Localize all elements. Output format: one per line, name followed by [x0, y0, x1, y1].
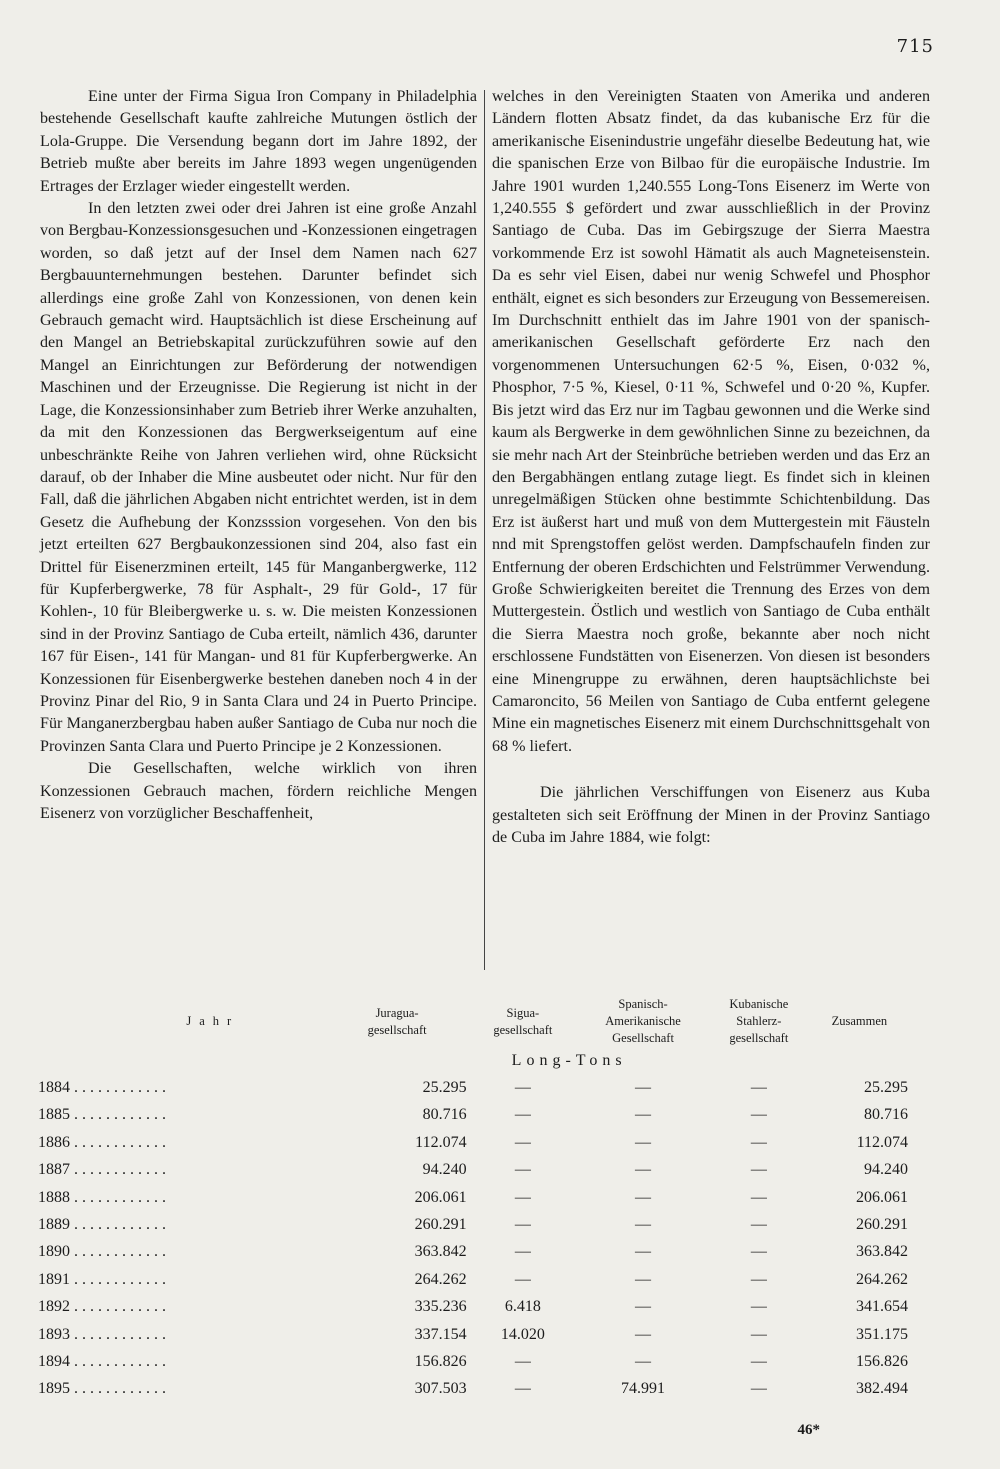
header-sigua: Sigua- gesellschaft: [493, 1005, 553, 1037]
spanish-cell: —: [635, 1243, 652, 1261]
sigua-cell: 14.020: [500, 1325, 545, 1343]
spanish-cell: —: [635, 1133, 652, 1151]
kuban-cell: —: [750, 1270, 767, 1288]
year-cell: 1888 . . . . . . . . . . . .: [38, 1188, 166, 1206]
unit-row: [38, 1047, 908, 1074]
total-cell: 351.175: [856, 1325, 908, 1343]
header-spanish: Spanisch- Amerikanische Gesellschaft: [605, 997, 681, 1045]
juragua-cell: 112.074: [415, 1133, 467, 1151]
kuban-cell: —: [750, 1380, 767, 1398]
year-cell: 1885 . . . . . . . . . . . .: [38, 1106, 166, 1124]
year-cell: 1895 . . . . . . . . . . . .: [38, 1380, 166, 1398]
kuban-cell: —: [750, 1161, 767, 1179]
sigua-cell: —: [514, 1106, 531, 1124]
page-number: 715: [896, 36, 934, 57]
kuban-cell: —: [750, 1106, 767, 1124]
juragua-cell: 363.842: [414, 1243, 467, 1261]
spanish-cell: —: [635, 1106, 652, 1124]
table-row: [38, 1376, 908, 1403]
spanish-cell: —: [635, 1216, 652, 1234]
table-row: [38, 1348, 908, 1375]
kuban-cell: —: [750, 1243, 767, 1261]
table-row: [38, 1294, 908, 1321]
juragua-cell: 335.236: [414, 1298, 467, 1316]
year-cell: 1892 . . . . . . . . . . . .: [38, 1298, 166, 1316]
year-cell: 1889 . . . . . . . . . . . .: [38, 1216, 166, 1234]
sigua-cell: —: [514, 1161, 531, 1179]
juragua-cell: 264.262: [414, 1270, 467, 1288]
year-cell: 1884 . . . . . . . . . . . .: [38, 1079, 166, 1097]
table-row: [38, 1239, 908, 1266]
total-cell: 341.654: [856, 1298, 908, 1316]
kuban-cell: —: [750, 1298, 767, 1316]
table-row: [38, 1266, 908, 1293]
spanish-cell: —: [635, 1270, 652, 1288]
kuban-cell: —: [750, 1216, 767, 1234]
table-row: [38, 1129, 908, 1156]
total-cell: 94.240: [864, 1161, 908, 1179]
header-year: Jahr: [186, 1014, 240, 1028]
sigua-cell: —: [514, 1380, 531, 1398]
header-juragua: Juragua- gesellschaft: [367, 1005, 427, 1037]
spanish-cell: —: [635, 1079, 652, 1097]
table-header-row: [38, 996, 908, 1047]
table-row: [38, 1184, 908, 1211]
paragraph: In den letzten zwei oder drei Jahren ist eine große Anzahl von Bergbau-Konzessionsgesuchen und -Konzessionen eingetragen worden, so daß jetzt auf der Insel dem Namen nach 627 Bergbauunternehmungen bestehen. Darunter befindet sich allerdings eine große Zahl von Konzessionen, von denen kein Gebrauch gemacht wird. Hauptsächlich ist diese Erscheinung auf den Mangel an Betriebskapital zurückzuführen sowie auf den Mangel an Einrichtungen zur Beförderung der notwendigen Maschinen und der Erzeugnisse. Die Regierung ist nicht in der Lage, die Konzessionsinhaber zum Betrieb ihrer Werke anzuhalten, da mit den Konzessionen das Bergwerkseigentum auf eine unbeschränkte Reihe von Jahren verliehen wird, ohne Rücksicht darauf, ob der Inhaber die Mine ausbeutet oder nicht. Nur für den Fall, daß die jährlichen Abgaben nicht entrichtet werden, ist in dem Gesetz die Aufhebung der Konzsssion vorgesehen. Von den bis jetzt erteilten 627 Bergbaukonzessionen sind 204, also fast ein Drittel für Eisenerzminen erteilt, 145 für Manganbergwerke, 112 für Kupferbergwerke, 78 für Asphalt-, 29 für Gold-, 17 für Kohlen-, 10 für Bleibergwerke u. s. w. Die meisten Konzessionen sind in der Provinz Santiago de Cuba erteilt, nämlich 436, darunter 167 für Eisen-, 141 für Mangan- und 81 für Kupferbergwerke. An Konzessionen für Eisenbergwerke bestehen daneben noch 4 in der Provinz Pinar del Rio, 9 in Santa Clara und 24 in Puerto Principe. Für Manganerzbergbau haben außer Santiago de Cuba nur noch die Provinzen Santa Clara und Puerto Principe je 2 Konzessionen.: [40, 200, 477, 755]
total-cell: 363.842: [856, 1243, 908, 1261]
juragua-cell: 156.826: [414, 1352, 467, 1370]
column-divider: [484, 90, 485, 970]
header-total: Zusammen: [831, 1014, 888, 1028]
sigua-cell: —: [514, 1243, 531, 1261]
juragua-cell: 307.503: [414, 1380, 467, 1398]
spanish-cell: —: [635, 1325, 652, 1343]
spanish-cell: 74.991: [621, 1380, 666, 1398]
sigua-cell: —: [514, 1133, 531, 1151]
paragraph: Eine unter der Firma Sigua Iron Company in Philadelphia bestehende Gesellschaft kaufte zahlreiche Mutungen östlich der Lola-Gruppe. Die Versendung begann dort im Jahre 1892, der Betrieb mußte aber bereits im Jahre 1893 wegen ungenügenden Ertrages der Erzlager wieder eingestellt werden.: [40, 88, 477, 195]
kuban-cell: —: [750, 1188, 767, 1206]
kuban-cell: —: [750, 1325, 767, 1343]
paragraph: Die Gesellschaften, welche wirklich von ihren Konzessionen Gebrauch machen, fördern reichliche Mengen Eisenerz von vorzüglicher Beschaffenheit,: [40, 760, 477, 822]
total-cell: 260.291: [856, 1216, 908, 1234]
juragua-cell: 25.295: [422, 1079, 467, 1097]
left-column: [40, 86, 477, 825]
year-cell: 1891 . . . . . . . . . . . .: [38, 1270, 166, 1288]
kuban-cell: —: [750, 1133, 767, 1151]
sigua-cell: —: [514, 1270, 531, 1288]
total-cell: 25.295: [864, 1079, 908, 1097]
spanish-cell: —: [635, 1188, 652, 1206]
juragua-cell: 94.240: [422, 1161, 467, 1179]
unit-label: Long-Tons: [511, 1051, 627, 1069]
paragraph: welches in den Vereinigten Staaten von Amerika und anderen Ländern flotten Absatz findet, da das kubanische Erz für die amerikanische Eisenindustrie ungefähr dieselbe Bedeutung hat, wie die spanischen Erze von Bilbao für die europäische Industrie. Im Jahre 1901 wurden 1,240.555 Long-Tons Eisenerz im Werte von 1,240.555 $ gefördert und zwar ausschließlich in der Provinz Santiago de Cuba. Das im Gebirgszuge der Sierra Maestra vorkommende Erz ist sowohl Hämatit als auch Magneteisenstein. Da es sehr viel Eisen, dabei nur wenig Schwefel und Phosphor enthält, eignet es sich besonders zur Erzeugung von Bessemereisen. Im Durchschnitt enthielt das im Jahre 1901 von der spanisch-amerikanischen Gesellschaft geförderte Erz nach den vorgenommenen Untersuchungen 62·5 %, Eisen, 0·032 %, Phosphor, 7·5 %, Kiesel, 0·11 %, Schwefel und 0·20 %, Kupfer. Bis jetzt wird das Erz nur im Tagbau gewonnen und die Werke sind kaum als Bergwerke in dem gewöhnlichen Sinne zu bezeichnen, da sie mehr nach Art der Steinbrüche betrieben werden und das Erz an den Bergabhängen entlang zutage liegt. Es findet sich in kleinen unregelmäßigen Stücken ohne bestimmte Schichtenbildung. Das Erz ist äußerst hart und muß von dem Muttergestein mit Fäusteln nnd mit Sprengstoffen gelöst werden. Dampfschaufeln finden zur Entfernung der oberen Erdschichten und Felstrümmer Verwendung. Große Schwierigkeiten bereitet die Trennung des Erzes von dem Muttergestein. Östlich und westlich von Santiago de Cuba enthält die Sierra Maestra noch große, bekannte aber noch nicht erschlossene Fundstätten von Eisenerzen. Von diesen ist besonders eine Minengruppe zu erwähnen, deren hauptsächlichste bei Camaroncito, 56 Meilen von Santiago de Cuba entfernt gelegene Mine ein magnetisches Eisenerz mit einem Durchschnittsgehalt von 68 % liefert.: [492, 88, 930, 755]
spanish-cell: —: [635, 1352, 652, 1370]
right-column: [492, 86, 930, 849]
year-cell: 1893 . . . . . . . . . . . .: [38, 1325, 166, 1343]
sigua-cell: —: [514, 1188, 531, 1206]
kuban-cell: —: [750, 1079, 767, 1097]
total-cell: 264.262: [856, 1270, 908, 1288]
paragraph: Die jährlichen Verschiffungen von Eisenerz aus Kuba gestalteten sich seit Eröffnung der Minen in der Provinz Santiago de Cuba im Jahre 1884, wie folgt:: [492, 784, 930, 846]
year-cell: 1887 . . . . . . . . . . . .: [38, 1161, 166, 1179]
juragua-cell: 260.291: [414, 1216, 467, 1234]
year-cell: 1890 . . . . . . . . . . . .: [38, 1243, 166, 1261]
kuban-cell: —: [750, 1352, 767, 1370]
table-row: [38, 1211, 908, 1238]
table-row: [38, 1102, 908, 1129]
shipments-table: [38, 996, 908, 1403]
sigua-cell: —: [514, 1216, 531, 1234]
juragua-cell: 80.716: [422, 1106, 467, 1124]
juragua-cell: 337.154: [414, 1325, 467, 1343]
year-cell: 1894 . . . . . . . . . . . .: [38, 1352, 166, 1370]
table-row: [38, 1074, 908, 1101]
total-cell: 80.716: [864, 1106, 908, 1124]
table-row: [38, 1321, 908, 1348]
header-kuban: Kubanische Stahlerz- gesellschaft: [729, 997, 789, 1045]
spanish-cell: —: [635, 1298, 652, 1316]
year-cell: 1886 . . . . . . . . . . . .: [38, 1133, 166, 1151]
sigua-cell: —: [514, 1079, 531, 1097]
total-cell: 206.061: [856, 1188, 908, 1206]
sigua-cell: —: [514, 1352, 531, 1370]
spanish-cell: —: [635, 1161, 652, 1179]
total-cell: 156.826: [856, 1352, 908, 1370]
signature-mark: 46*: [797, 1422, 820, 1438]
juragua-cell: 206.061: [414, 1188, 467, 1206]
table-body: [38, 1074, 908, 1403]
sigua-cell: 6.418: [504, 1298, 541, 1316]
total-cell: 382.494: [856, 1380, 908, 1398]
table-row: [38, 1157, 908, 1184]
total-cell: 112.074: [856, 1133, 908, 1151]
